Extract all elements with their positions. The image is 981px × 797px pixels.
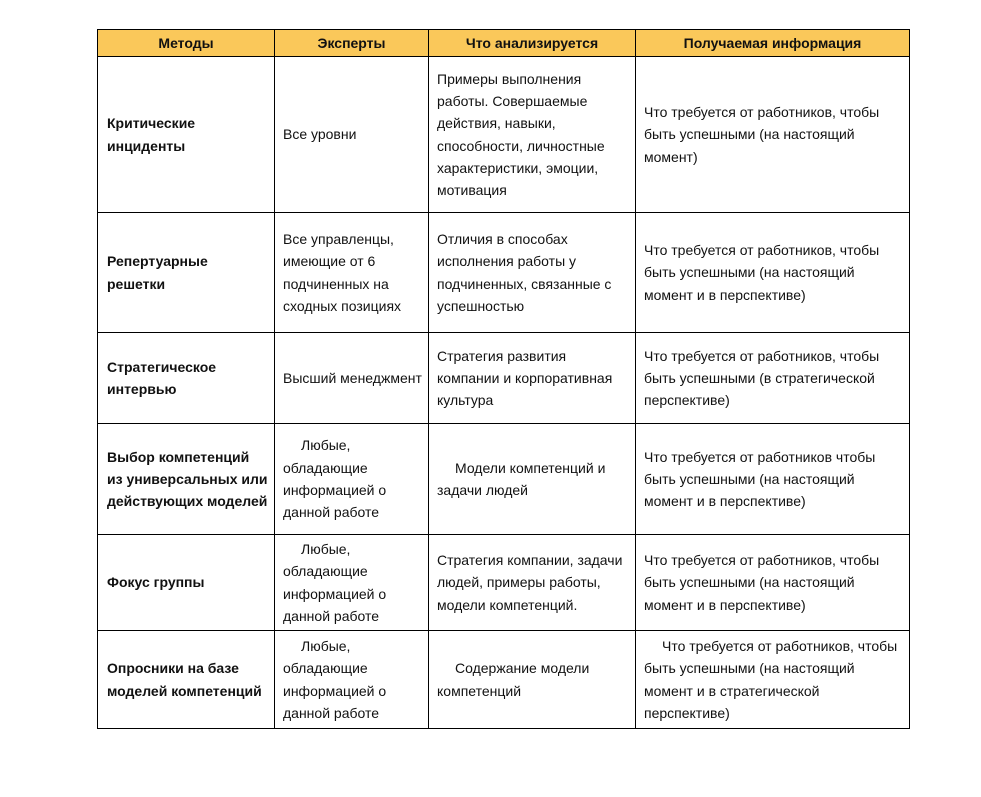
experts-cell: Любые, обладающие информацией о данной работе [275,535,429,631]
table-row [98,213,910,333]
table-row [98,333,910,424]
experts-cell: Все управленцы, имеющие от 6 подчиненных на сходных позициях [275,213,429,333]
info-cell: Что требуется от работников, чтобы быть успешными (на настоящий момент и в стратегической перспективе) [636,631,910,729]
table-row [98,535,910,631]
table-row [98,631,910,729]
methods-table [97,29,910,729]
analyzed-cell: Модели компетенций и задачи людей [429,424,636,535]
experts-cell: Высший менеджмент [275,333,429,424]
table-row [98,57,910,213]
info-cell: Что требуется от работников, чтобы быть успешными (на настоящий момент) [636,57,910,213]
info-cell: Что требуется от работников, чтобы быть успешными (на настоящий момент и в перспективе) [636,213,910,333]
method-cell: Опросники на базе моделей компетенций [98,631,275,729]
experts-cell: Любые, обладающие информацией о данной работе [275,631,429,729]
method-cell: Критические инциденты [98,57,275,213]
analyzed-cell: Стратегия развития компании и корпоративная культура [429,333,636,424]
experts-cell: Все уровни [275,57,429,213]
experts-cell: Любые, обладающие информацией о данной работе [275,424,429,535]
table-row [98,424,910,535]
analyzed-cell: Стратегия компании, задачи людей, примеры работы, модели компетенций. [429,535,636,631]
header-info: Получаемая информация [636,30,910,57]
header-experts: Эксперты [275,30,429,57]
table-header [98,30,910,57]
header-methods: Методы [98,30,275,57]
method-cell: Репертуарные решетки [98,213,275,333]
header-analyzed: Что анализируется [429,30,636,57]
info-cell: Что требуется от работников чтобы быть успешными (на настоящий момент и в перспективе) [636,424,910,535]
method-cell: Выбор компетенций из универсальных или действующих моделей [98,424,275,535]
method-cell: Фокус группы [98,535,275,631]
analyzed-cell: Содержание модели компетенций [429,631,636,729]
header-row [98,30,910,57]
analyzed-cell: Примеры выполнения работы. Совершаемые действия, навыки, способности, личностные характеристики, эмоции, мотивация [429,57,636,213]
info-cell: Что требуется от работников, чтобы быть успешными (на настоящий момент и в перспективе) [636,535,910,631]
table-body [98,57,910,729]
method-cell: Стратегическое интервью [98,333,275,424]
analyzed-cell: Отличия в способах исполнения работы у подчиненных, связанные с успешностью [429,213,636,333]
info-cell: Что требуется от работников, чтобы быть успешными (в стратегической перспективе) [636,333,910,424]
